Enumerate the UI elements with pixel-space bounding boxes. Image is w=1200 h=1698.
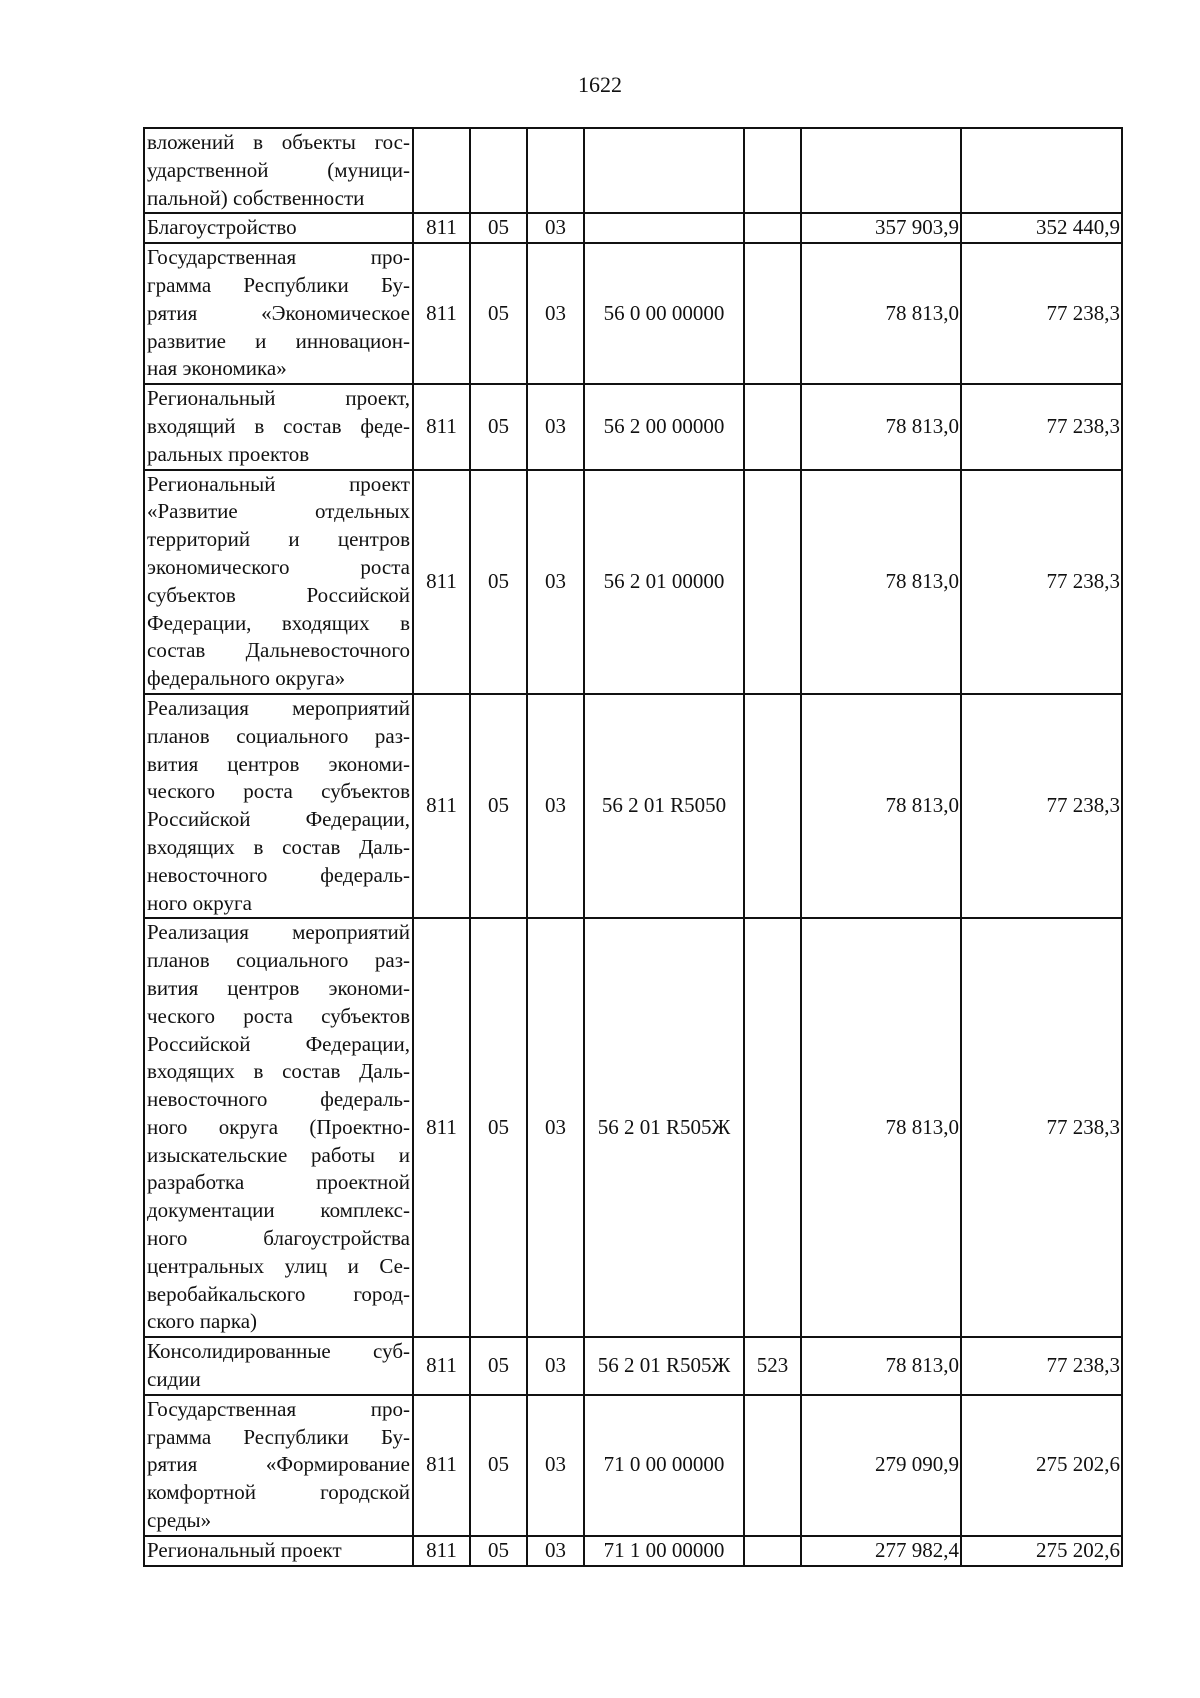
name-line: Консолидированные суб- [147,1339,410,1364]
cell-vr [744,128,801,213]
table-row [144,1536,1122,1566]
name-line: субъектов Российской [147,582,410,607]
cell-sum-1: 78 813,0 [801,384,961,469]
cell-pr: 03 [527,918,584,1337]
cell-vr [744,213,801,243]
cell-vr [744,243,801,384]
table-row [144,128,1122,213]
cell-rz: 05 [470,1337,527,1395]
cell-name [144,128,413,213]
cell-csr [584,213,744,243]
cell-ved: 811 [413,243,470,384]
cell-vr [744,470,801,694]
cell-vr [744,1395,801,1536]
cell-sum-1: 277 982,4 [801,1536,961,1566]
name-line: Региональный проект [147,1537,342,1562]
cell-pr: 03 [527,1536,584,1566]
cell-sum-1: 78 813,0 [801,918,961,1337]
cell-sum-2: 275 202,6 [961,1536,1122,1566]
name-line: грамма Республики Бу- [147,272,410,297]
cell-pr: 03 [527,384,584,469]
name-line: пальной) собственности [147,185,365,210]
name-line: ческого роста субъектов [147,1003,410,1028]
name-line: изыскательские работы и [147,1142,410,1167]
name-line: Государственная про- [147,1396,410,1421]
name-line: сидии [147,1367,201,1392]
cell-vr [744,918,801,1337]
cell-vr [744,1536,801,1566]
cell-sum-1: 279 090,9 [801,1395,961,1536]
table-row [144,213,1122,243]
cell-name [144,243,413,384]
cell-name [144,470,413,694]
cell-sum-2: 77 238,3 [961,243,1122,384]
name-line: Региональный проект, [147,386,410,411]
cell-csr: 71 0 00 00000 [584,1395,744,1536]
name-line: ударственной (муници- [147,157,410,182]
name-line: входящих в состав Даль- [147,1059,410,1084]
cell-name [144,918,413,1337]
cell-ved: 811 [413,213,470,243]
name-line: разработка проектной [147,1170,410,1195]
table-row [144,384,1122,469]
name-line: рятия «Экономическое [147,300,410,325]
table-row [144,1337,1122,1395]
table-body [144,128,1122,1566]
table-row [144,694,1122,918]
cell-name [144,694,413,918]
cell-sum-2: 275 202,6 [961,1395,1122,1536]
name-line: веробайкальского город- [147,1281,410,1306]
cell-pr: 03 [527,694,584,918]
name-line: планов социального раз- [147,948,410,973]
cell-pr: 03 [527,213,584,243]
cell-sum-2: 77 238,3 [961,384,1122,469]
cell-ved: 811 [413,694,470,918]
name-line: ная экономика» [147,356,287,381]
name-line: состав Дальневосточного [147,638,410,663]
cell-pr: 03 [527,470,584,694]
name-line: входящих в состав Даль- [147,834,410,859]
cell-sum-2: 77 238,3 [961,918,1122,1337]
cell-name [144,1337,413,1395]
name-line: вития центров экономи- [147,975,410,1000]
cell-ved: 811 [413,384,470,469]
cell-csr: 56 2 01 R5050 [584,694,744,918]
cell-csr: 56 2 01 00000 [584,470,744,694]
name-line: Реализация мероприятий [147,920,410,945]
cell-name [144,213,413,243]
page-number: 1622 [578,72,622,97]
cell-name [144,1536,413,1566]
cell-rz: 05 [470,694,527,918]
name-line: Российской Федерации, [147,1031,410,1056]
cell-sum-2: 352 440,9 [961,213,1122,243]
cell-sum-2: 77 238,3 [961,470,1122,694]
cell-vr: 523 [744,1337,801,1395]
table-row [144,243,1122,384]
name-line: Региональный проект [147,471,410,496]
cell-sum-1: 78 813,0 [801,694,961,918]
cell-sum-2 [961,128,1122,213]
name-line: ского парка) [147,1309,258,1334]
cell-sum-1 [801,128,961,213]
cell-rz: 05 [470,918,527,1337]
cell-rz: 05 [470,384,527,469]
name-line: ческого роста субъектов [147,779,410,804]
cell-csr: 56 0 00 00000 [584,243,744,384]
cell-pr: 03 [527,1395,584,1536]
name-line: территорий и центров [147,527,410,552]
cell-pr [527,128,584,213]
cell-pr: 03 [527,1337,584,1395]
cell-csr [584,128,744,213]
cell-csr: 71 1 00 00000 [584,1536,744,1566]
cell-sum-1: 78 813,0 [801,243,961,384]
cell-name [144,1395,413,1536]
name-line: Российской Федерации, [147,807,410,832]
name-line: документации комплекс- [147,1198,410,1223]
cell-sum-1: 78 813,0 [801,470,961,694]
cell-csr: 56 2 00 00000 [584,384,744,469]
cell-vr [744,694,801,918]
name-line: вития центров экономи- [147,751,410,776]
name-line: невосточного федераль- [147,862,410,887]
cell-rz [470,128,527,213]
name-line: Федерации, входящих в [147,610,410,635]
cell-ved: 811 [413,1337,470,1395]
name-line: планов социального раз- [147,723,410,748]
name-line: ного благоустройства [147,1226,410,1251]
budget-table [143,127,1123,1567]
table-row [144,918,1122,1337]
cell-sum-1: 357 903,9 [801,213,961,243]
table-row [144,1395,1122,1536]
name-line: центральных улиц и Се- [147,1253,410,1278]
name-line: «Развитие отдельных [147,499,410,524]
cell-csr: 56 2 01 R505Ж [584,1337,744,1395]
name-line: невосточного федераль- [147,1087,410,1112]
name-line: развитие и инновацион- [147,328,410,353]
name-line: вложений в объекты гос- [147,130,410,154]
name-line: входящий в состав феде- [147,413,410,438]
name-line: федерального округа» [147,666,346,691]
name-line: экономического роста [147,554,410,579]
name-line: комфортной городской [147,1480,410,1505]
cell-name [144,384,413,469]
cell-vr [744,384,801,469]
cell-rz: 05 [470,243,527,384]
cell-rz: 05 [470,1536,527,1566]
cell-rz: 05 [470,1395,527,1536]
cell-sum-2: 77 238,3 [961,1337,1122,1395]
cell-ved: 811 [413,1395,470,1536]
name-line: ного округа (Проектно- [147,1114,410,1139]
cell-ved: 811 [413,1536,470,1566]
cell-sum-2: 77 238,3 [961,694,1122,918]
name-line: Благоустройство [147,215,297,240]
name-line: ральных проектов [147,441,310,466]
cell-csr: 56 2 01 R505Ж [584,918,744,1337]
cell-ved: 811 [413,918,470,1337]
name-line: среды» [147,1508,212,1533]
table-row [144,470,1122,694]
cell-ved: 811 [413,470,470,694]
cell-ved [413,128,470,213]
name-line: Реализация мероприятий [147,695,410,720]
name-line: Государственная про- [147,245,410,270]
cell-rz: 05 [470,213,527,243]
cell-sum-1: 78 813,0 [801,1337,961,1395]
name-line: рятия «Формирование [147,1452,410,1477]
name-line: ного округа [147,890,252,915]
cell-rz: 05 [470,470,527,694]
name-line: грамма Республики Бу- [147,1424,410,1449]
cell-pr: 03 [527,243,584,384]
